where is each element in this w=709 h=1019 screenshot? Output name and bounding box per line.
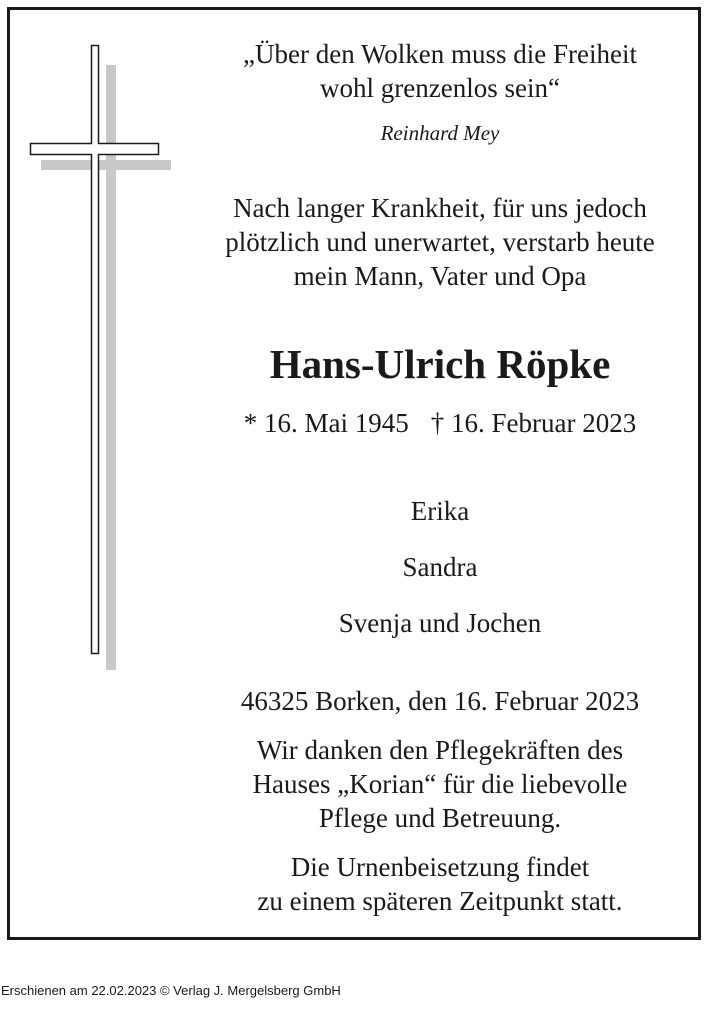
birth-date: * 16. Mai 1945 bbox=[243, 408, 409, 438]
intro-text bbox=[190, 191, 690, 293]
survivor-name: Erika bbox=[410, 496, 470, 526]
publication-footer: Erschienen am 22.02.2023 © Verlag J. Mergelsberg GmbH bbox=[1, 983, 341, 998]
survivors-list bbox=[190, 494, 690, 662]
intro-line: plötzlich und unerwartet, verstarb heute bbox=[225, 227, 655, 257]
burial-line: Die Urnenbeisetzung findet bbox=[290, 852, 590, 882]
burial-notice bbox=[190, 850, 690, 918]
life-dates bbox=[190, 406, 690, 440]
death-date: † 16. Februar 2023 bbox=[430, 408, 637, 438]
quote bbox=[190, 37, 690, 105]
survivor-name: Sandra bbox=[402, 552, 478, 582]
obituary-notice bbox=[7, 7, 701, 940]
place-date: 46325 Borken, den 16. Februar 2023 bbox=[240, 686, 640, 716]
intro-line: Nach langer Krankheit, für uns jedoch bbox=[233, 193, 647, 223]
intro-line: mein Mann, Vater und Opa bbox=[293, 261, 587, 291]
thanks-text bbox=[190, 733, 690, 835]
thanks-line: Pflege und Betreuung. bbox=[318, 803, 562, 833]
survivor-name: Svenja und Jochen bbox=[338, 608, 542, 638]
quote-line: wohl grenzenlos sein“ bbox=[320, 73, 560, 103]
cross-icon bbox=[10, 10, 190, 680]
thanks-line: Hauses „Korian“ für die liebevolle bbox=[252, 769, 628, 799]
burial-line: zu einem späteren Zeitpunkt statt. bbox=[257, 886, 623, 916]
thanks-line: Wir danken den Pflegekräften des bbox=[256, 735, 624, 765]
quote-author: Reinhard Mey bbox=[380, 121, 500, 145]
deceased-name: Hans-Ulrich Röpke bbox=[269, 341, 611, 387]
quote-line: „Über den Wolken muss die Freiheit bbox=[243, 39, 637, 69]
